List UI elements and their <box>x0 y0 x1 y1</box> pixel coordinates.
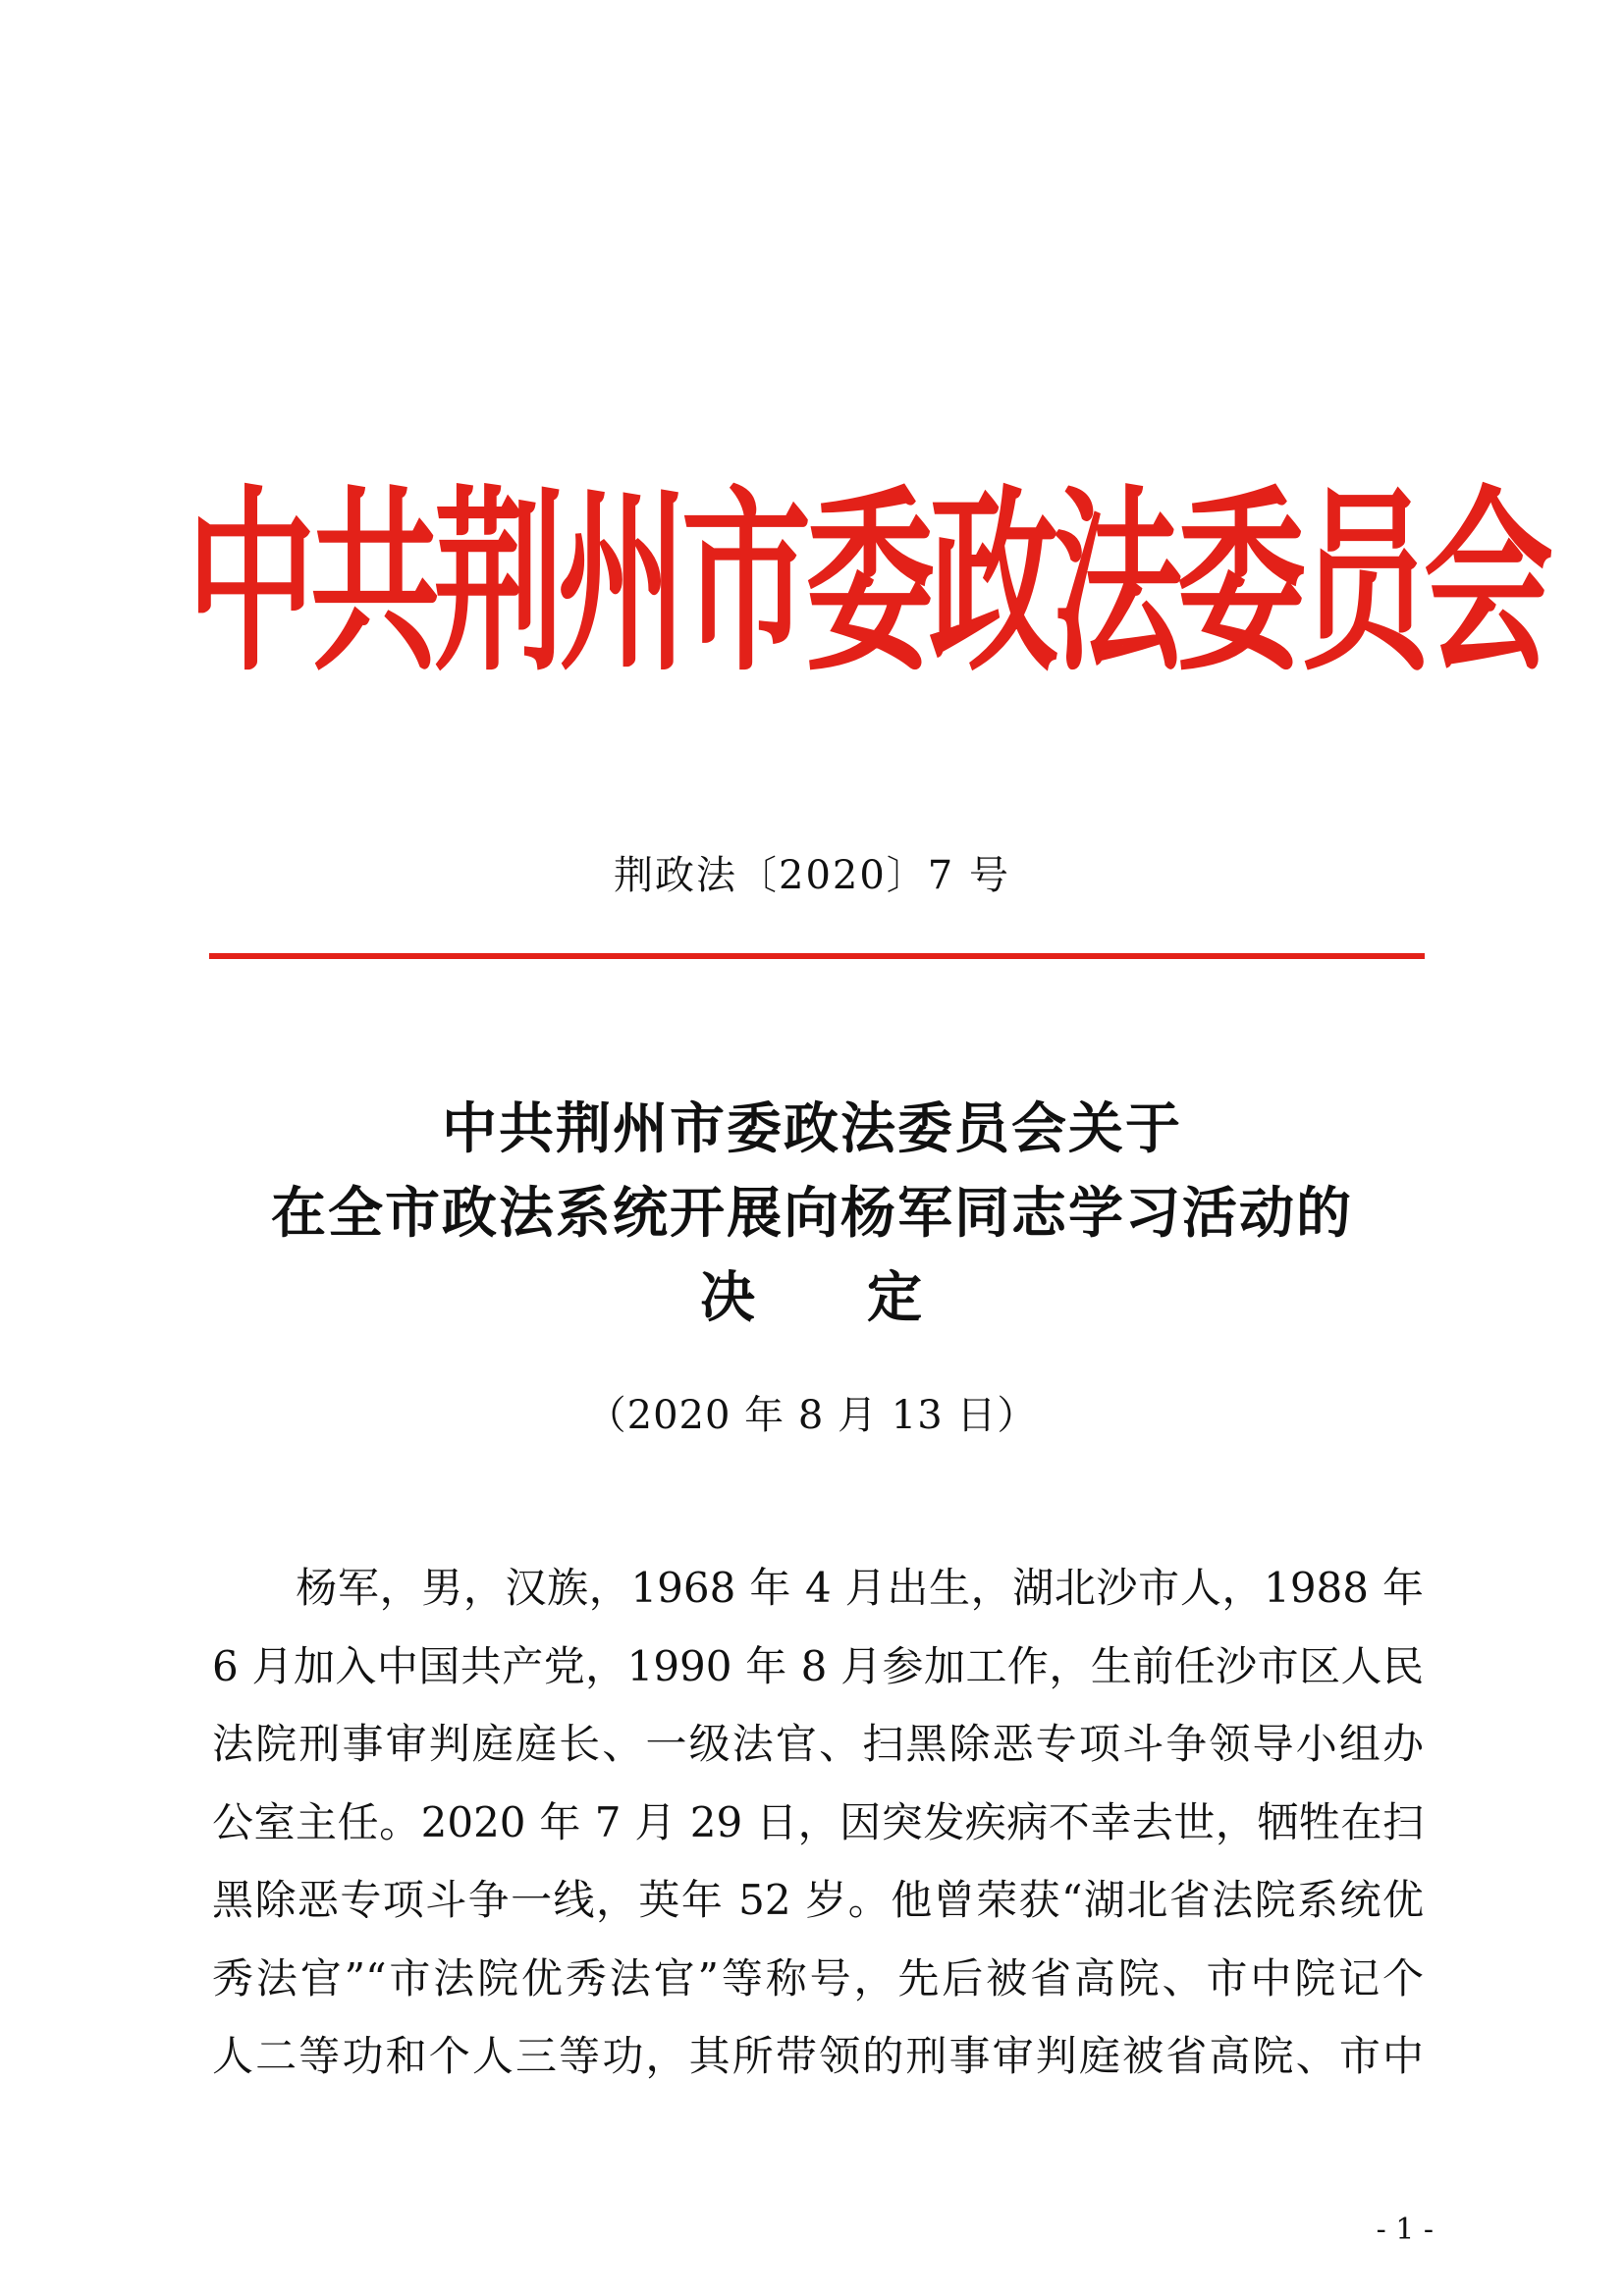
title-line-2: 在全市政法系统开展向杨军同志学习活动的 <box>271 1181 1353 1246</box>
body-line: 杨军，男，汉族，1968 年 4 月出生，湖北沙市人，1988 年 <box>212 1564 1424 1612</box>
title-line-1: 中共荆州市委政法委员会关于 <box>442 1096 1182 1161</box>
title-decision-char-1: 决 <box>700 1265 757 1330</box>
body-line: 公室主任。2020 年 7 月 29 日，因突发疾病不幸去世，牺牲在扫 <box>212 1797 1424 1846</box>
document-number: 荆政法〔2020〕7 号 <box>614 853 1010 898</box>
body-paragraph <box>212 1549 1424 2096</box>
page-number: - 1 - <box>1376 2213 1434 2247</box>
title-line-3 <box>0 1260 1624 1335</box>
body-line: 人二等功和个人三等功，其所带领的刑事审判庭被省高院、市中 <box>212 2032 1424 2080</box>
body-line: 黑除恶专项斗争一线，英年 52 岁。他曾荣获“湖北省法院系统优 <box>212 1876 1424 1924</box>
body-line: 法院刑事审判庭庭长、一级法官、扫黑除恶专项斗争领导小组办 <box>212 1720 1424 1768</box>
issue-date: （2020 年 8 月 13 日） <box>586 1393 1038 1438</box>
organization-header: 中共荆州市委政法委员会 <box>187 468 1547 700</box>
title-decision-char-2: 定 <box>867 1265 924 1330</box>
body-line: 6 月加入中国共产党，1990 年 8 月参加工作，生前任沙市区人民 <box>212 1641 1424 1690</box>
body-line: 秀法官”“市法院优秀法官”等称号，先后被省高院、市中院记个 <box>212 1953 1424 2002</box>
red-divider-line <box>209 953 1425 959</box>
